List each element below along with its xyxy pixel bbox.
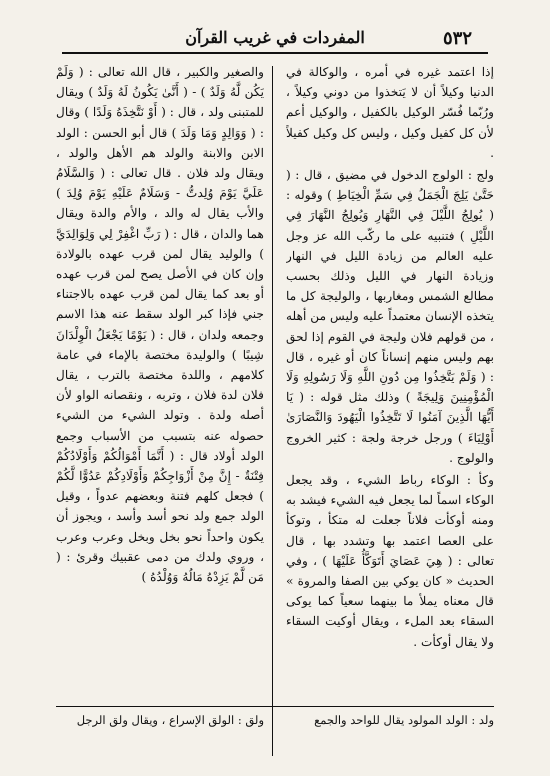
page-number: ٥٣٢ bbox=[442, 28, 472, 49]
bottom-line-right: ولد : الولد المولود يقال للواحد والجمع bbox=[314, 713, 494, 727]
page-header bbox=[20, 26, 530, 52]
text-columns bbox=[56, 62, 494, 702]
bottom-lines bbox=[56, 710, 494, 734]
left-column bbox=[56, 62, 264, 702]
header-rule bbox=[62, 52, 488, 54]
paragraph-wakala: إذا اعتمد غيره في أمره ، والوكالة في الدنيا وكيلاً أن لا يَتخذوا من دوني وكيلاً ، ورُبّما فُسّر الوكيل بالكفيل ، والوكيل أعم لأن كل كفيل وكيل ، وليس كل وكيل كفيلاً . bbox=[286, 65, 494, 160]
paragraph-walaja: ولج : الولوج الدخول في مضيق ، قال : ( حَتَّىٰ يَلِجَ الْجَمَلُ فِي سَمِّ الْخِيَاطِ ) وقوله : ( يُولِجُ اللَّيْلَ فِي النَّهَارِ وَيُولِجُ النَّهَارَ فِي اللَّيْلِ ) فتنبيه على ما ركّب الله عز وجل عليه العالم من زيادة الليل في النهار وزيادة النهار في الليل وذلك بحسب مطالع الشمس ومغاربها ، والوليجة كل ما يتخذه الإنسان معتمداً عليه وليس من أهله ، من قولهم فلان وليجة في القوم إذا لحق بهم وليس منهم إنساناً كان أو غيره ، قال : ( وَلَمْ يَتَّخِذُوا مِن دُونِ اللَّهِ وَلَا رَسُولِهِ وَلَا الْمُؤْمِنِينَ وَلِيجَةً ) وذلك مثل قوله : ( يَا أَيُّهَا الَّذِينَ آمَنُوا لَا تَتَّخِذُوا الْيَهُودَ وَالنَّصَارَىٰ أَوْلِيَاءَ ) ورجل خرجة ولجة : كثير الخروج والولوج . bbox=[286, 168, 494, 465]
bottom-line-left: ولق : الولق الإسراع ، ويقال ولق الرجل bbox=[76, 713, 264, 727]
paragraph-walad: والصغير والكبير ، قال الله تعالى : ( وَلَمْ يَكُن لَّهُ وَلَدٌ ) - ( أَنَّىٰ يَكُونُ لَهُ وَلَدٌ ) ويقال للمتبنى ولد ، قال : ( أَوْ نَتَّخِذَهُ وَلَدًا ) وقال : ( وَوَالِدٍ وَمَا وَلَدَ ) قال أبو الحسن : الولد الابن والابنة والولد هم الأهل والولد ، ويقال ولد فلان . قال تعالى : ( وَالسَّلَامُ عَلَيَّ يَوْمَ وُلِدتُّ - وَسَلَامٌ عَلَيْهِ يَوْمَ وُلِدَ ) والأب يقال له والد ، والأم والدة ويقال هما والدان ، قال : ( رَبِّ اغْفِرْ لِي وَلِوَالِدَيَّ ) والوليد يقال لمن قرب عهده بالولادة وإن كان في الأصل يصح لمن قرب عهده أو بعد كما يقال لمن قرب عهده بالاجتناء جني فإذا كبر الولد سقط عنه هذا الاسم وجمعه ولدان ، قال : ( يَوْمًا يَجْعَلُ الْوِلْدَانَ شِيبًا ) والوليدة مختصة بالإماء في عامة كلامهم ، واللدة مختصة بالترب ، يقال فلان لدة فلان ، وتربه ، ونقصانه الواو لأن أصله ولدة . وتولد الشيء من الشيء حصوله عنه بتسبب من الأسباب وجمع الولد أولاد قال : ( أَنَّمَا أَمْوَالُكُمْ وَأَوْلَادُكُمْ فِتْنَةٌ - إِنَّ مِنْ أَزْوَاجِكُمْ وَأَوْلَادِكُمْ عَدُوًّا لَّكُمْ ) فجعل كلهم فتنة وبعضهم عدواً ، وقيل الولد جمع ولد نحو أسد وأسد ، ويجوز أن يكون واحداً نحو بخل وبخل وعرب وعرب ، وروي ولدك من دمى عقبيك وقرئ : ( مَن لَّمْ يَزِدْهُ مَالُهُ وَوُلْدُهُ ) bbox=[56, 65, 264, 585]
column-divider bbox=[272, 66, 273, 756]
running-title: المفردات في غريب القرآن bbox=[185, 28, 365, 47]
footer-rule bbox=[56, 706, 494, 707]
right-column bbox=[286, 62, 494, 702]
paragraph-waka: وكأ : الوكاء رباط الشيء ، وقد يجعل الوكاء اسماً لما يجعل فيه الشيء فيشد به ومنه أوكأت فلاناً جعلت له متكأ ، وتوكأ على العصا اعتمد بها وتشدد بها ، قال تعالى : ( هِيَ عَصَايَ أَتَوَكَّأُ عَلَيْهَا ) ، وفي الحديث « كان يوكي بين الصفا والمروة » قال معناه يملأ ما بينهما سعياً كما يوكى السقاء بعد الملء ، ويقال أوكيت السقاء ولا يقال أوكأت . bbox=[286, 473, 494, 649]
